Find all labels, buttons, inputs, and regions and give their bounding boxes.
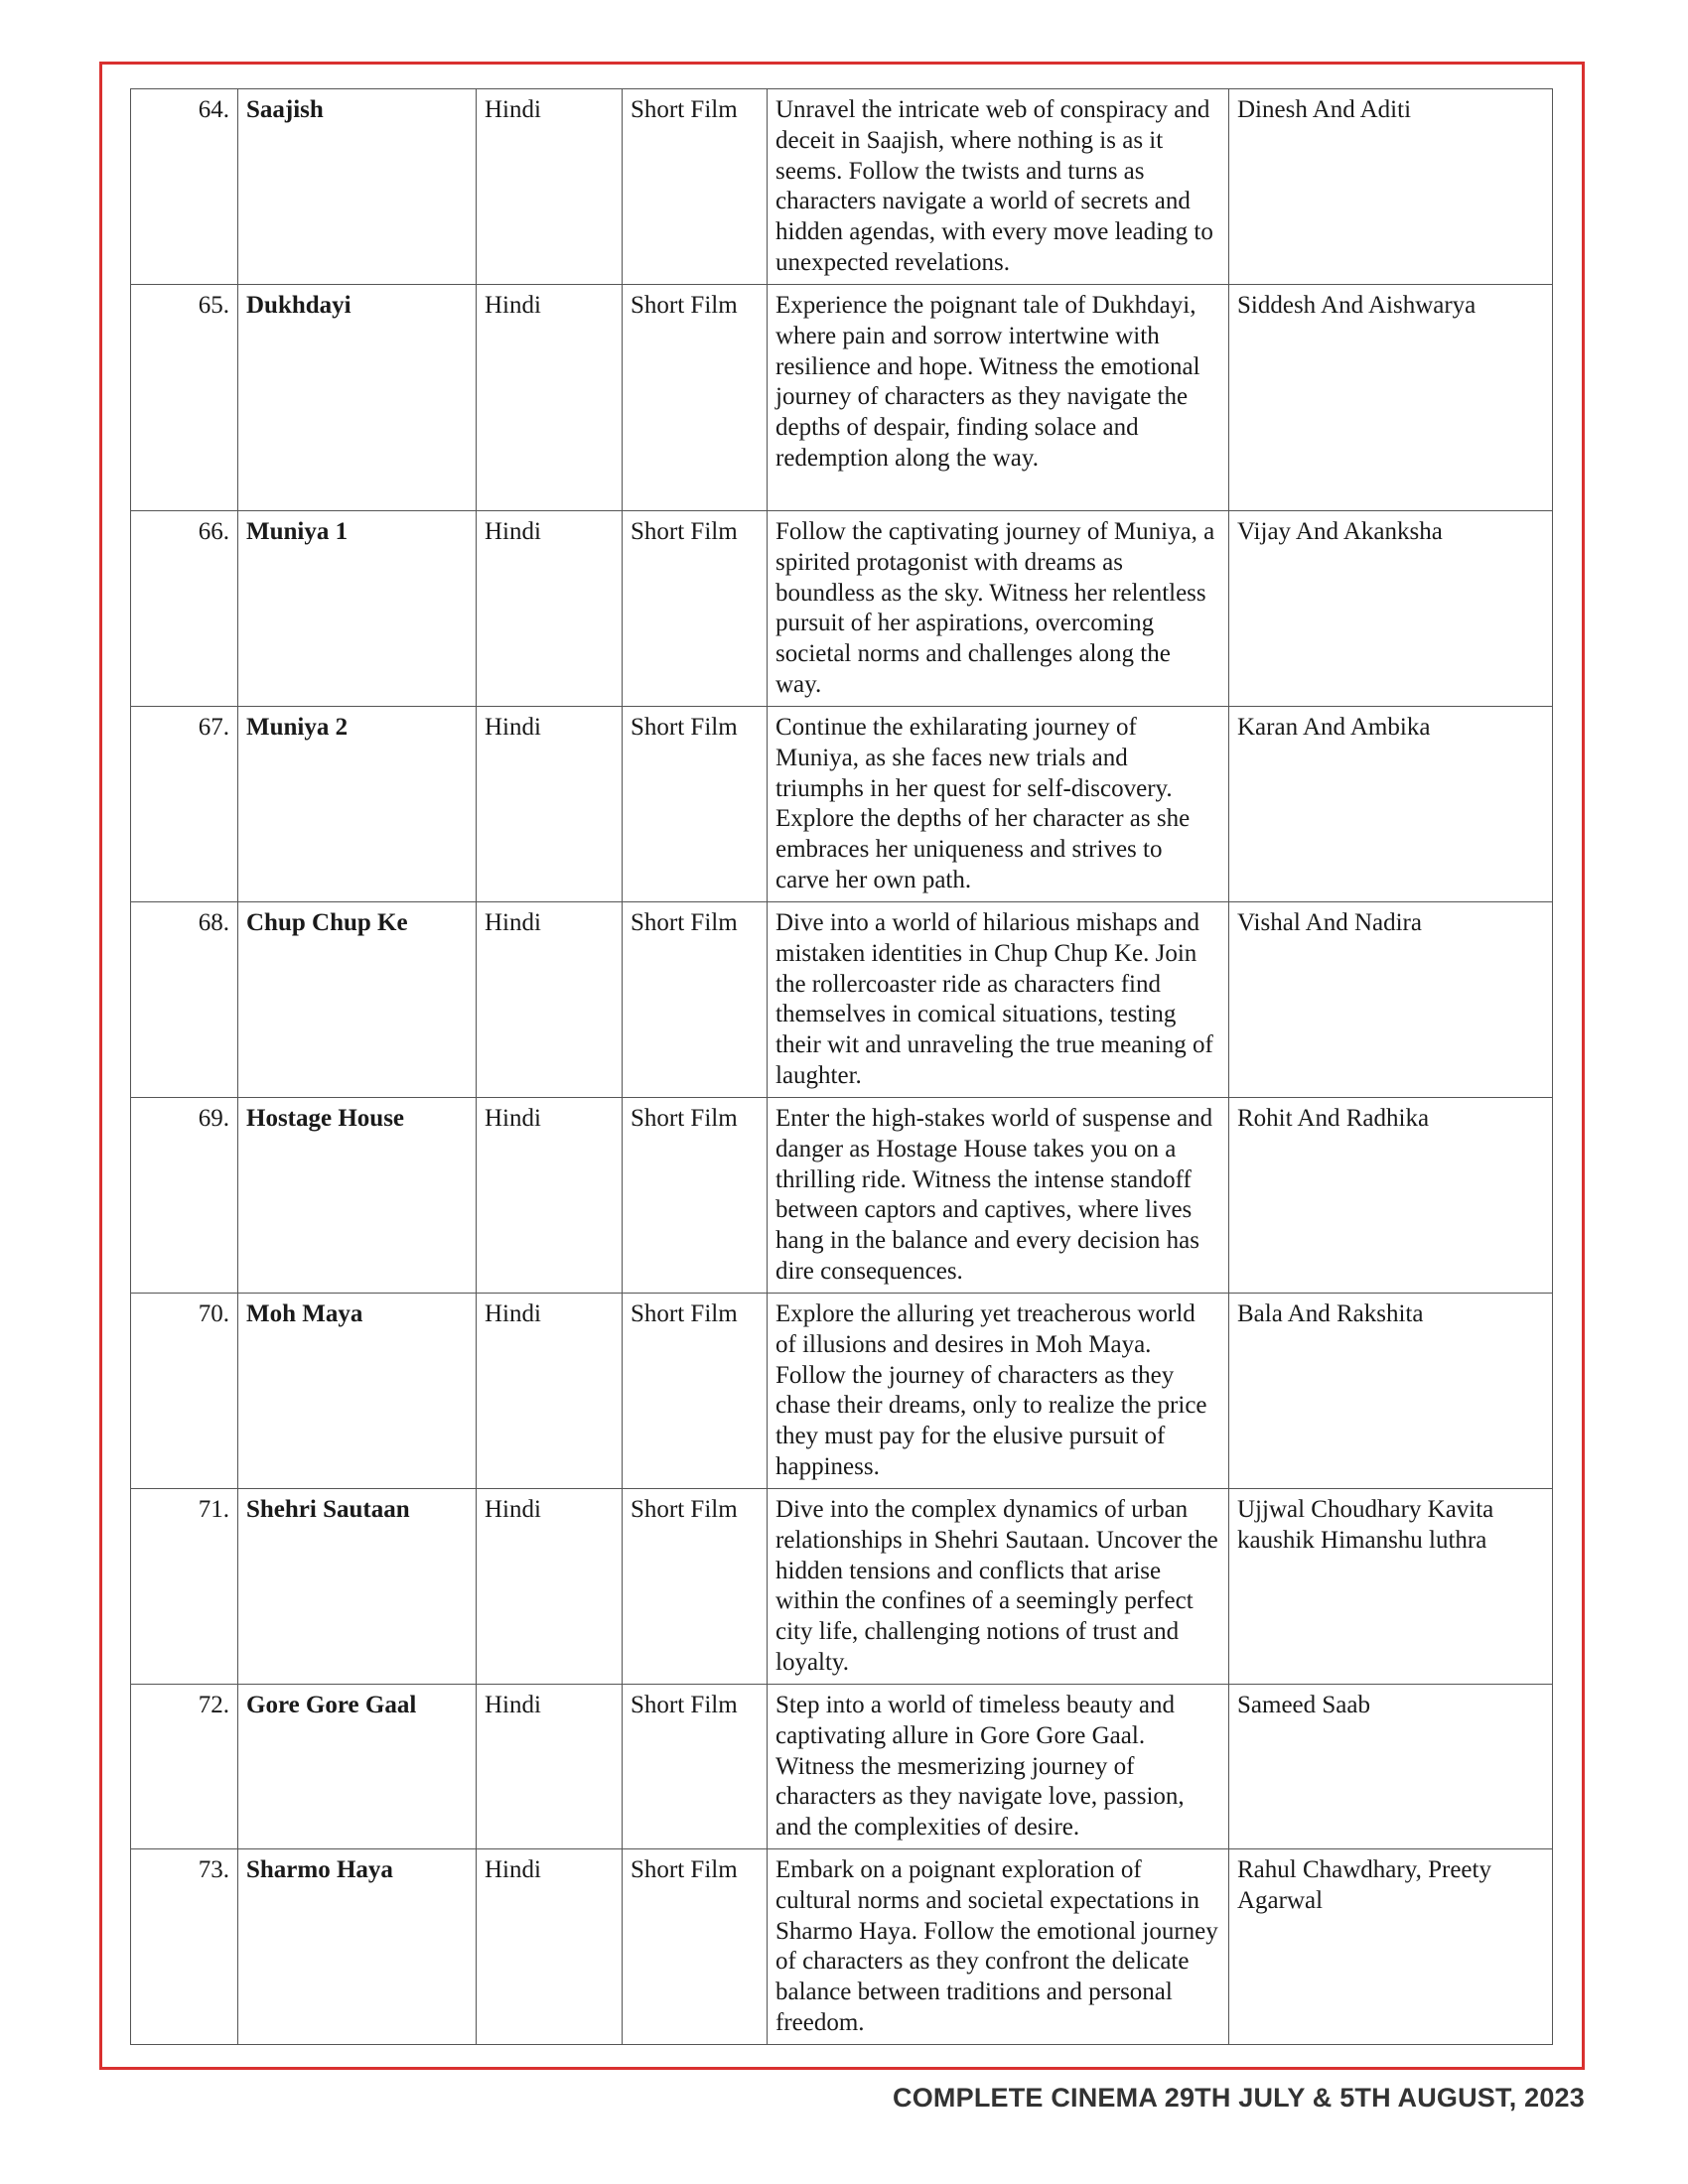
film-title: Sharmo Haya: [238, 1849, 477, 2045]
film-title: Saajish: [238, 89, 477, 285]
film-format: Short Film: [623, 1489, 768, 1685]
film-language: Hindi: [477, 1685, 623, 1849]
table-row: [131, 1489, 1553, 1685]
table-row: [131, 902, 1553, 1098]
film-synopsis: Follow the captivating journey of Muniya, a spirited protagonist with dreams as boundless as the sky. Witness her relentless pursuit of her aspirations, overcoming societal norms and challenges along the way.: [768, 511, 1229, 707]
serial-number: 73.: [131, 1849, 238, 2045]
film-language: Hindi: [477, 511, 623, 707]
film-language: Hindi: [477, 89, 623, 285]
film-format: Short Film: [623, 1294, 768, 1489]
table-row: [131, 511, 1553, 707]
table-row: [131, 1098, 1553, 1294]
film-cast: Sameed Saab: [1229, 1685, 1553, 1849]
serial-number: 64.: [131, 89, 238, 285]
film-synopsis: Experience the poignant tale of Dukhdayi, where pain and sorrow intertwine with resilience and hope. Witness the emotional journey of characters as they navigate the depths of despair, finding solace and redemption along the way.: [768, 285, 1229, 511]
film-language: Hindi: [477, 1294, 623, 1489]
table-row: [131, 1685, 1553, 1849]
film-language: Hindi: [477, 707, 623, 902]
film-format: Short Film: [623, 89, 768, 285]
film-language: Hindi: [477, 1849, 623, 2045]
film-language: Hindi: [477, 902, 623, 1098]
footer-publication-line: COMPLETE CINEMA 29TH JULY & 5TH AUGUST, 2023: [893, 2083, 1585, 2113]
serial-number: 67.: [131, 707, 238, 902]
film-format: Short Film: [623, 1849, 768, 2045]
film-synopsis: Unravel the intricate web of conspiracy and deceit in Saajish, where nothing is as it seems. Follow the twists and turns as characters navigate a world of secrets and hidden agendas, with every move leading to unexpected revelations.: [768, 89, 1229, 285]
film-cast: Vishal And Nadira: [1229, 902, 1553, 1098]
film-cast: Siddesh And Aishwarya: [1229, 285, 1553, 511]
film-title: Dukhdayi: [238, 285, 477, 511]
table-row: [131, 1849, 1553, 2045]
film-synopsis: Embark on a poignant exploration of cultural norms and societal expectations in Sharmo Haya. Follow the emotional journey of characters as they confront the delicate balance between traditions and personal freedom.: [768, 1849, 1229, 2045]
film-title: Shehri Sautaan: [238, 1489, 477, 1685]
film-cast: Ujjwal Choudhary Kavita kaushik Himanshu luthra: [1229, 1489, 1553, 1685]
serial-number: 68.: [131, 902, 238, 1098]
film-title: Gore Gore Gaal: [238, 1685, 477, 1849]
film-language: Hindi: [477, 1489, 623, 1685]
film-language: Hindi: [477, 285, 623, 511]
serial-number: 65.: [131, 285, 238, 511]
serial-number: 72.: [131, 1685, 238, 1849]
film-synopsis: Step into a world of timeless beauty and captivating allure in Gore Gore Gaal. Witness the mesmerizing journey of characters as they navigate love, passion, and the complexities of desire.: [768, 1685, 1229, 1849]
film-cast: Rahul Chawdhary, Preety Agarwal: [1229, 1849, 1553, 2045]
film-synopsis: Explore the alluring yet treacherous world of illusions and desires in Moh Maya. Follow the journey of characters as they chase their dreams, only to realize the price they must pay for the elusive pursuit of happiness.: [768, 1294, 1229, 1489]
film-format: Short Film: [623, 1098, 768, 1294]
film-title: Chup Chup Ke: [238, 902, 477, 1098]
table-row: [131, 89, 1553, 285]
film-language: Hindi: [477, 1098, 623, 1294]
film-cast: Rohit And Radhika: [1229, 1098, 1553, 1294]
film-cast: Vijay And Akanksha: [1229, 511, 1553, 707]
film-title: Muniya 2: [238, 707, 477, 902]
serial-number: 70.: [131, 1294, 238, 1489]
film-synopsis: Dive into the complex dynamics of urban relationships in Shehri Sautaan. Uncover the hidden tensions and conflicts that arise within the confines of a seemingly perfect city life, challenging notions of trust and loyalty.: [768, 1489, 1229, 1685]
table-row: [131, 1294, 1553, 1489]
film-cast: Bala And Rakshita: [1229, 1294, 1553, 1489]
film-format: Short Film: [623, 285, 768, 511]
film-synopsis: Continue the exhilarating journey of Muniya, as she faces new trials and triumphs in her quest for self-discovery. Explore the depths of her character as she embraces her uniqueness and strives to carve her own path.: [768, 707, 1229, 902]
serial-number: 69.: [131, 1098, 238, 1294]
serial-number: 66.: [131, 511, 238, 707]
table-row: [131, 707, 1553, 902]
film-cast: Dinesh And Aditi: [1229, 89, 1553, 285]
film-list-table: [130, 88, 1553, 2045]
film-synopsis: Dive into a world of hilarious mishaps and mistaken identities in Chup Chup Ke. Join the rollercoaster ride as characters find themselves in comical situations, testing their wit and unraveling the true meaning of laughter.: [768, 902, 1229, 1098]
serial-number: 71.: [131, 1489, 238, 1685]
film-format: Short Film: [623, 1685, 768, 1849]
film-format: Short Film: [623, 707, 768, 902]
film-synopsis: Enter the high-stakes world of suspense and danger as Hostage House takes you on a thrilling ride. Witness the intense standoff between captors and captives, where lives hang in the balance and every decision has dire consequences.: [768, 1098, 1229, 1294]
film-title: Hostage House: [238, 1098, 477, 1294]
film-title: Muniya 1: [238, 511, 477, 707]
film-format: Short Film: [623, 511, 768, 707]
film-title: Moh Maya: [238, 1294, 477, 1489]
film-cast: Karan And Ambika: [1229, 707, 1553, 902]
film-format: Short Film: [623, 902, 768, 1098]
table-row: [131, 285, 1553, 511]
